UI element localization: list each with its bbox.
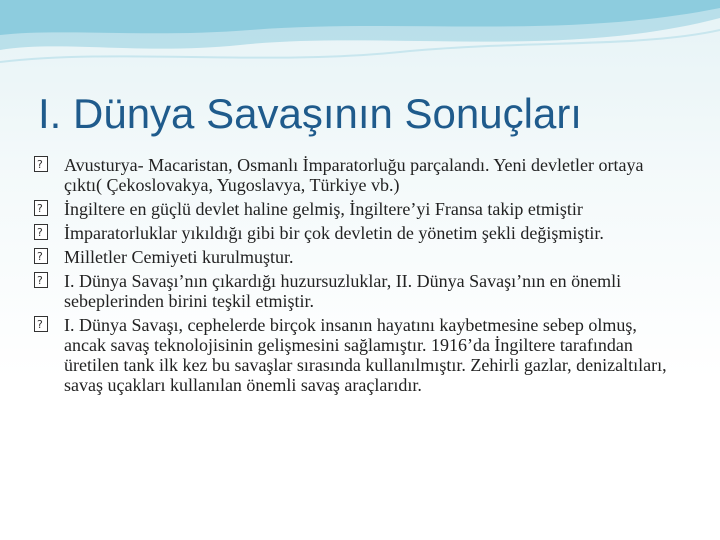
bullet-marker-icon — [34, 224, 48, 240]
bullet-marker-icon — [34, 272, 48, 288]
bullet-list — [30, 155, 680, 399]
bullet-text: I. Dünya Savaşı, cephelerde birçok insanın hayatını kaybetmesine sebep olmuş, ancak savaş teknolojisinin gelişmesini sağlamıştır. 1916’da İngiltere tarafından üretilen tank ilk kez bu savaşlar sırasında kullanılmıştır. Zehirli gazlar, denizaltıları, savaş uçakları kullanılan önemli savaş araçlarıdır. — [64, 315, 667, 395]
header-wave-decoration — [0, 0, 720, 90]
bullet-text: I. Dünya Savaşı’nın çıkardığı huzursuzluklar, II. Dünya Savaşı’nın en önemli sebeplerinden birini teşkil etmiştir. — [64, 271, 622, 311]
bullet-text: Milletler Cemiyeti kurulmuştur. — [64, 247, 294, 267]
bullet-marker-icon — [34, 316, 48, 332]
bullet-text: İngiltere en güçlü devlet haline gelmiş, İngiltere’yi Fransa takip etmiştir — [64, 199, 583, 219]
bullet-text: İmparatorluklar yıkıldığı gibi bir çok devletin de yönetim şekli değişmiştir. — [64, 223, 604, 243]
bullet-marker-icon — [34, 200, 48, 216]
bullet-marker-icon — [34, 248, 48, 264]
bullet-text: Avusturya- Macaristan, Osmanlı İmparatorluğu parçalandı. Yeni devletler ortaya çıktı( Çekoslovakya, Yugoslavya, Türkiye vb.) — [64, 155, 644, 195]
bullet-item — [30, 199, 680, 219]
bullet-item — [30, 315, 680, 395]
bullet-item — [30, 155, 680, 195]
slide-title: I. Dünya Savaşının Sonuçları — [38, 90, 582, 137]
bullet-item — [30, 271, 680, 311]
bullet-item — [30, 247, 680, 267]
bullet-item — [30, 223, 680, 243]
bullet-marker-icon — [34, 156, 48, 172]
